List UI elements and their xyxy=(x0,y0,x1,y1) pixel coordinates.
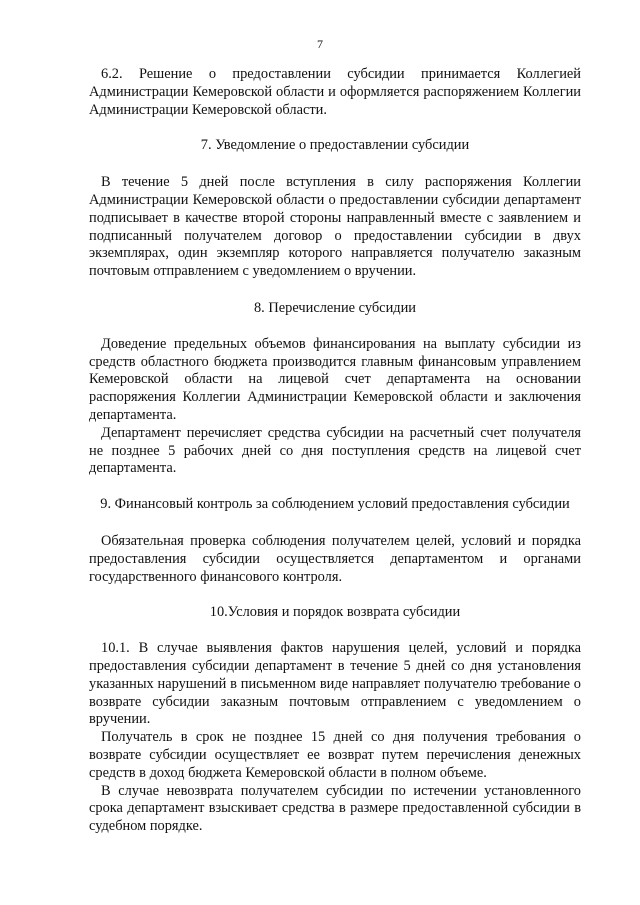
paragraph-8-2: Департамент перечисляет средства субсидии на расчетный счет получателя не позднее 5 рабочих дней со дня поступления средств на лицевой счет департамента. xyxy=(89,424,581,477)
paragraph-10-2: Получатель в срок не позднее 15 дней со дня получения требования о возврате субсидии осуществляет ее возврат путем перечисления денежных средств в доход бюджета Кемеровской области в полном объеме. xyxy=(89,729,581,781)
section-heading-7: 7. Уведомление о предоставлении субсидии xyxy=(200,137,470,154)
section-heading-10: 10.Условия и порядок возврата субсидии xyxy=(209,604,461,621)
page-number: 7 xyxy=(317,37,323,51)
paragraph-8-1: Доведение предельных объемов финансирования на выплату субсидии из средств областного бюджета производится главным финансовым управлением Кемеровской области на лицевой счет департамента на основании распоряжения Коллегии Администрации Кемеровской области и заключения департамента. xyxy=(89,335,581,423)
paragraph-7: В течение 5 дней после вступления в силу распоряжения Коллегии Администрации Кемеровской области о предоставлении субсидии департамент подписывает в качестве второй стороны направленный вместе с заявлением и подписанный получателем договор о предоставлении субсидии в двух экземплярах, один экземпляр которого направляется получателю заказным почтовым отправлением с уведомлением о вручении. xyxy=(89,174,581,280)
paragraph-6-2: 6.2. Решение о предоставлении субсидии принимается Коллегией Администрации Кемеровской области и оформляется распоряжением Коллегии Администрации Кемеровской области. xyxy=(89,66,581,118)
section-heading-8: 8. Перечисление субсидии xyxy=(253,299,416,316)
paragraph-10-1: 10.1. В случае выявления фактов нарушения целей, условий и порядка предоставления субсидии департамент в течение 5 дней со дня установления указанных нарушений в письменном виде направляет получателю требование о возврате субсидии заказным почтовым отправлением с уведомлением о вручении. xyxy=(89,640,581,728)
paragraph-9: Обязательная проверка соблюдения получателем целей, условий и порядка предоставления субсидии осуществляется департаментом и органами государственного финансового контроля. xyxy=(89,532,581,585)
document-body xyxy=(89,66,581,836)
paragraph-10-3: В случае невозврата получателем субсидии по истечении установленного срока департамент взыскивает средства в размере предоставленной субсидии в судебном порядке. xyxy=(89,782,581,835)
section-heading-9: 9. Финансовый контроль за соблюдением условий предоставления субсидии xyxy=(100,496,570,513)
